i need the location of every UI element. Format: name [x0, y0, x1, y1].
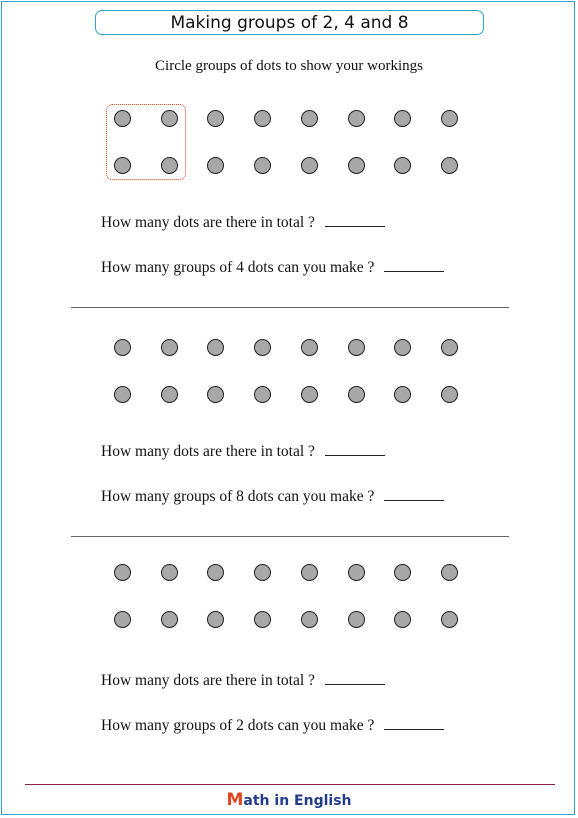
dot — [254, 110, 271, 127]
answer-blank-groups-3[interactable] — [384, 728, 444, 730]
section-divider-2 — [71, 536, 509, 537]
dot — [348, 157, 365, 174]
dot — [441, 564, 458, 581]
dot — [254, 611, 271, 628]
instruction-text: Circle groups of dots to show your workings — [155, 58, 423, 74]
dot — [441, 110, 458, 127]
dot — [441, 339, 458, 356]
dot — [161, 386, 178, 403]
dot — [301, 611, 318, 628]
dot — [254, 339, 271, 356]
answer-blank-total-3[interactable] — [325, 683, 385, 685]
answer-blank-total-1[interactable] — [325, 225, 385, 227]
answer-blank-total-2[interactable] — [325, 454, 385, 456]
dot — [114, 611, 131, 628]
dot — [254, 564, 271, 581]
dot — [114, 339, 131, 356]
answer-blank-groups-2[interactable] — [384, 499, 444, 501]
dot — [301, 564, 318, 581]
page-frame — [1, 1, 575, 815]
dot — [301, 386, 318, 403]
dot — [441, 386, 458, 403]
dot — [254, 386, 271, 403]
worksheet-title — [95, 10, 484, 35]
dot — [161, 611, 178, 628]
dot — [114, 564, 131, 581]
dot — [348, 386, 365, 403]
dot — [161, 564, 178, 581]
dot — [441, 157, 458, 174]
dot — [161, 339, 178, 356]
answer-blank-groups-1[interactable] — [384, 270, 444, 272]
question-groups-2-text: How many groups of 8 dots can you make ? — [101, 488, 375, 505]
question-groups-3-text: How many groups of 2 dots can you make ? — [101, 717, 375, 734]
question-total-3 — [101, 672, 385, 690]
logo-text: ath in English — [243, 793, 352, 809]
dot — [254, 157, 271, 174]
dot — [301, 339, 318, 356]
question-total-2-text: How many dots are there in total ? — [101, 443, 315, 460]
dot — [348, 339, 365, 356]
question-groups-1 — [101, 259, 444, 277]
question-groups-2 — [101, 488, 444, 506]
dot — [348, 564, 365, 581]
question-total-1 — [101, 214, 385, 232]
dot — [301, 110, 318, 127]
dot — [348, 611, 365, 628]
question-total-2 — [101, 443, 385, 461]
dot — [301, 157, 318, 174]
dot — [441, 611, 458, 628]
question-groups-1-text: How many groups of 4 dots can you make ? — [101, 259, 375, 276]
footer-divider — [25, 784, 555, 785]
section-divider-1 — [71, 307, 509, 308]
dot — [114, 386, 131, 403]
footer-logo — [0, 790, 578, 810]
question-total-1-text: How many dots are there in total ? — [101, 214, 315, 231]
question-total-3-text: How many dots are there in total ? — [101, 672, 315, 689]
logo-letter-m: M — [226, 790, 244, 810]
dot — [348, 110, 365, 127]
worksheet-title-text: Making groups of 2, 4 and 8 — [170, 12, 409, 33]
example-group-circle — [106, 104, 186, 180]
question-groups-3 — [101, 717, 444, 735]
